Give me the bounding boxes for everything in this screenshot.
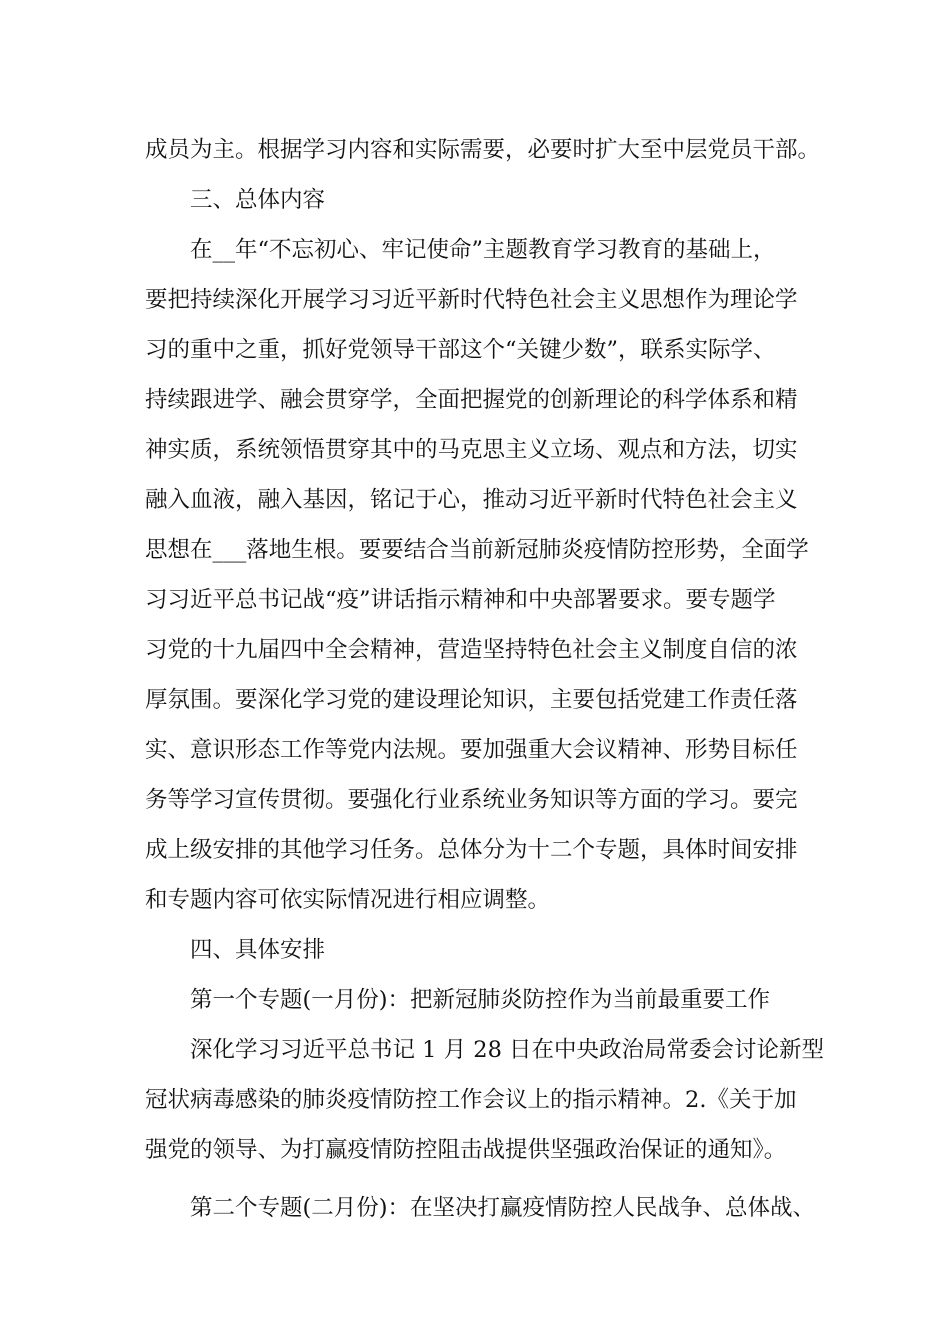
text-line: 持续跟进学、融会贯穿学，全面把握党的创新理论的科学体系和精 [145,387,798,413]
text-line: 厚氛围。要深化学习党的建设理论知识，主要包括党建工作责任落 [145,687,798,713]
text-line: 习党的十九届四中全会精神，营造坚持特色社会主义制度自信的浓 [145,637,798,663]
text-line: 神实质，系统领悟贯穿其中的马克思主义立场、观点和方法，切实 [145,437,798,463]
paragraph-gap [145,1175,815,1183]
text-line: 三、总体内容 [190,187,326,213]
text-line: 要把持续深化开展学习习近平新时代特色社会主义思想作为理论学 [145,287,798,313]
text-line: 实、意识形态工作等党内法规。要加强重大会议精神、形势目标任 [145,737,798,763]
text-line: 思想在___落地生根。要要结合当前新冠肺炎疫情防控形势，全面学 [145,537,809,563]
text-line: 务等学习宣传贯彻。要强化行业系统业务知识等方面的学习。要完 [145,787,798,813]
text-line: 成上级安排的其他学习任务。总体分为十二个专题，具体时间安排 [145,837,798,863]
text-line: 冠状病毒感染的肺炎疫情防控工作会议上的指示精神。2.《关于加 [145,1087,797,1113]
text-line: 成员为主。根据学习内容和实际需要，必要时扩大至中层党员干部。 [145,137,821,163]
text-line: 第一个专题(一月份)：把新冠肺炎防控作为当前最重要工作 [190,987,771,1013]
text-line: 强党的领导、为打赢疫情防控阻击战提供坚强政治保证的通知》。 [145,1137,787,1163]
text-line: 在__年“不忘初心、牢记使命”主题教育学习教育的基础上， [190,237,776,263]
text-line: 习习近平总书记战“疫”讲话指示精神和中央部署要求。要专题学 [145,587,776,613]
text-line: 和专题内容可依实际情况进行相应调整。 [145,887,551,913]
document-page [145,125,825,1233]
text-line: 第二个专题(二月份)：在坚决打赢疫情防控人民战争、总体战、 [190,1195,816,1221]
text-line: 习的重中之重，抓好党领导干部这个“关键少数”，联系实际学、 [145,337,776,363]
text-line: 四、具体安排 [190,937,326,963]
text-line: 深化学习习近平总书记 1 月 28 日在中央政治局常委会讨论新型 [190,1037,825,1063]
text-line: 融入血液，融入基因，铭记于心，推动习近平新时代特色社会主义 [145,487,798,513]
